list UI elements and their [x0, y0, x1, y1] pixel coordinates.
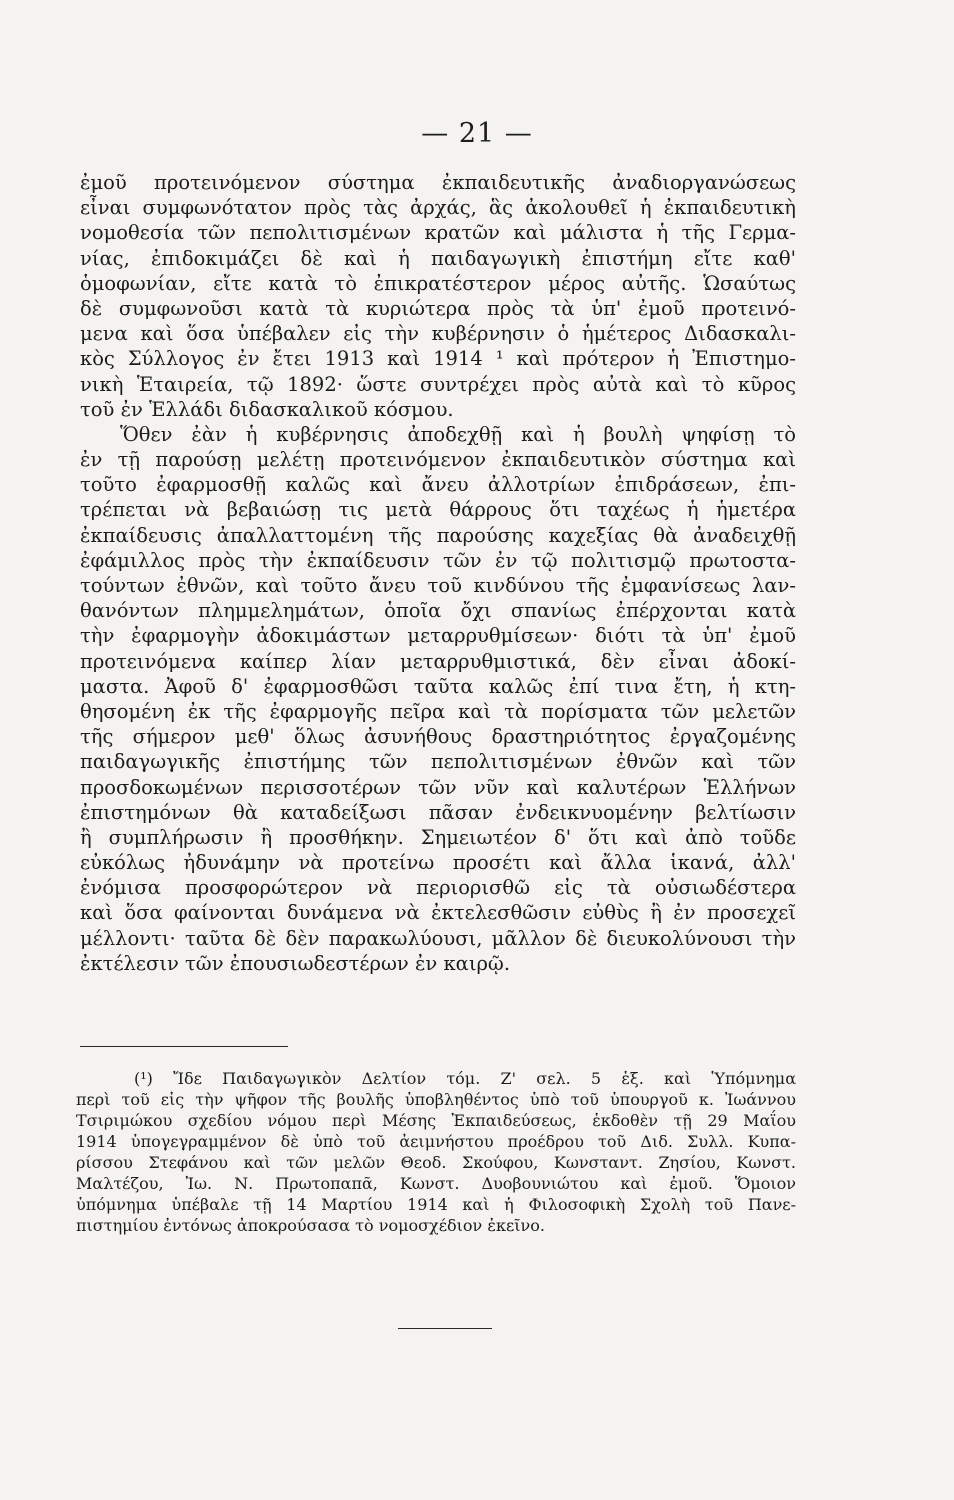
- body-line: νομοθεσία τῶν πεπολιτισμένων κρατῶν καὶ μάλιστα ἡ τῆς Γερμα-: [80, 221, 796, 245]
- body-line: εἶναι συμφωνότατον πρὸς τὰς ἀρχάς, ἃς ἀκολουθεῖ ἡ ἐκπαιδευτικὴ: [80, 196, 796, 220]
- body-line: κὸς Σύλλογος ἐν ἔτει 1913 καὶ 1914 ¹ καὶ πρότερον ἡ Ἐπιστημο-: [80, 347, 796, 371]
- footnote-line: 1914 ὑπογεγραμμένον δὲ ὑπὸ τοῦ ἀειμνήστου προέδρου τοῦ Διδ. Συλλ. Κυπα-: [76, 1132, 796, 1151]
- body-line: νικὴ Ἑταιρεία, τῷ 1892· ὥστε συντρέχει πρὸς αὐτὰ καὶ τὸ κῦρος: [80, 372, 796, 396]
- body-line: ἐν τῇ παρούσῃ μελέτῃ προτεινόμενον ἐκπαιδευτικὸν σύστημα καὶ: [80, 448, 796, 472]
- body-line: θησομένη ἐκ τῆς ἐφαρμογῆς πεῖρα καὶ τὰ πορίσματα τῶν μελετῶν: [80, 699, 796, 723]
- body-line: μαστα. Ἀφοῦ δ' ἐφαρμοσθῶσι ταῦτα καλῶς ἐπί τινα ἔτη, ἡ κτη-: [80, 674, 796, 698]
- body-text: [80, 170, 796, 976]
- body-line: δὲ συμφωνοῦσι κατὰ τὰ κυριώτερα πρὸς τὰ ὑπ' ἐμοῦ προτεινό-: [80, 296, 796, 320]
- body-line: προσδοκωμένων περισσοτέρων τῶν νῦν καὶ καλυτέρων Ἑλλήνων: [80, 775, 796, 799]
- body-line: ἢ συμπλήρωσιν ἢ προσθήκην. Σημειωτέον δ' ὅτι καὶ ἀπὸ τοῦδε: [80, 825, 796, 849]
- body-line: ἐπιστημόνων θὰ καταδείξωσι πᾶσαν ἐνδεικνυομένην βελτίωσιν: [80, 800, 796, 824]
- body-line: καὶ ὅσα φαίνονται δυνάμενα νὰ ἐκτελεσθῶσιν εὐθὺς ἢ ἐν προσεχεῖ: [80, 901, 796, 925]
- footnote-line: Τσιριμώκου σχεδίου νόμου περὶ Μέσης Ἐκπαιδεύσεως, ἐκδοθὲν τῇ 29 Μαΐου: [76, 1111, 796, 1130]
- body-line: μενα καὶ ὅσα ὑπέβαλεν εἰς τὴν κυβέρνησιν ὁ ἡμέτερος Διδασκαλι-: [80, 322, 796, 346]
- footnote-line: περὶ τοῦ εἰς τὴν ψῆφον τῆς βουλῆς ὑποβληθέντος ὑπὸ τοῦ ὑπουργοῦ κ. Ἰωάννου: [76, 1090, 796, 1109]
- body-line: ἐκπαίδευσις ἀπαλλαττομένη τῆς παρούσης καχεξίας θὰ ἀναδειχθῇ: [80, 523, 796, 547]
- bottom-rule: [398, 1328, 492, 1329]
- footnote-line: ὑπόμνημα ὑπέβαλε τῇ 14 Μαρτίου 1914 καὶ ἡ Φιλοσοφικὴ Σχολὴ τοῦ Πανε-: [76, 1195, 796, 1214]
- body-line: ἐφάμιλλος πρὸς τὴν ἐκπαίδευσιν τῶν ἐν τῷ πολιτισμῷ πρωτοστα-: [80, 548, 796, 572]
- body-line: τῆς σήμερον μεθ' ὅλως ἀσυνήθους δραστηριότητος ἐργαζομένης: [80, 725, 796, 749]
- body-line: τοῦτο ἐφαρμοσθῇ καλῶς καὶ ἄνευ ἀλλοτρίων ἐπιδράσεων, ἐπι-: [80, 473, 796, 497]
- body-line: νίας, ἐπιδοκιμάζει δὲ καὶ ἡ παιδαγωγικὴ ἐπιστήμη εἴτε καθ': [80, 246, 796, 270]
- body-line: ἐκτέλεσιν τῶν ἐπουσιωδεστέρων ἐν καιρῷ.: [80, 951, 511, 975]
- body-line: θανόντων πλημμελημάτων, ὁποῖα ὄχι σπανίως ἐπέρχονται κατὰ: [80, 599, 796, 623]
- footnote-line: Μαλτέζου, Ἰω. Ν. Πρωτοπαπᾶ, Κωνστ. Δυοβουνιώτου καὶ ἐμοῦ. Ὅμοιον: [76, 1174, 796, 1193]
- body-line: ἐνόμισα προσφορώτερον νὰ περιορισθῶ εἰς τὰ οὐσιωδέστερα: [80, 876, 796, 900]
- body-line: μέλλοντι· ταῦτα δὲ δὲν παρακωλύουσι, μᾶλλον δὲ διευκολύνουσι τὴν: [80, 926, 796, 950]
- body-line: τὴν ἐφαρμογὴν ἀδοκιμάστων μεταρρυθμίσεων· διότι τὰ ὑπ' ἐμοῦ: [80, 624, 796, 648]
- body-line: ὁμοφωνίαν, εἴτε κατὰ τὸ ἐπικρατέστερον μέρος αὐτῆς. Ὡσαύτως: [80, 271, 796, 295]
- body-line: παιδαγωγικῆς ἐπιστήμης τῶν πεπολιτισμένων ἐθνῶν καὶ τῶν: [80, 750, 796, 774]
- footnote-line: πιστημίου ἐντόνως ἀποκρούσασα τὸ νομοσχέδιον ἐκεῖνο.: [76, 1216, 545, 1235]
- footnote-line: ρίσσου Στεφάνου καὶ τῶν μελῶν Θεοδ. Σκούφου, Κωνσταντ. Ζησίου, Κωνστ.: [76, 1153, 796, 1172]
- body-line: τούντων ἐθνῶν, καὶ τοῦτο ἄνευ τοῦ κινδύνου τῆς ἐμφανίσεως λαν-: [80, 574, 796, 597]
- footnote-separator-rule: [80, 1046, 288, 1047]
- footnote: [76, 1068, 796, 1236]
- page-number: — 21 —: [421, 118, 533, 149]
- paragraph-start-line: Ὅθεν ἐὰν ἡ κυβέρνησις ἀποδεχθῇ καὶ ἡ βουλὴ ψηφίσῃ τὸ: [120, 422, 796, 446]
- body-line: τρέπεται νὰ βεβαιώσῃ τις μετὰ θάρρους ὅτι ταχέως ἡ ἡμετέρα: [80, 498, 796, 522]
- body-line: ἐμοῦ προτεινόμενον σύστημα ἐκπαιδευτικῆς ἀναδιοργανώσεως: [80, 171, 796, 194]
- body-line: τοῦ ἐν Ἑλλάδι διδασκαλικοῦ κόσμου.: [80, 397, 454, 421]
- footnote-line: (¹) Ἴδε Παιδαγωγικὸν Δελτίον τόμ. Ζ' σελ. 5 ἑξ. καὶ Ὑπόμνημα: [134, 1069, 796, 1088]
- body-line: εὐκόλως ἠδυνάμην νὰ προτείνω προσέτι καὶ ἄλλα ἱκανά, ἀλλ': [80, 851, 796, 875]
- body-line: προτεινόμενα καίπερ λίαν μεταρρυθμιστικά, δὲν εἶναι ἀδοκί-: [80, 649, 796, 673]
